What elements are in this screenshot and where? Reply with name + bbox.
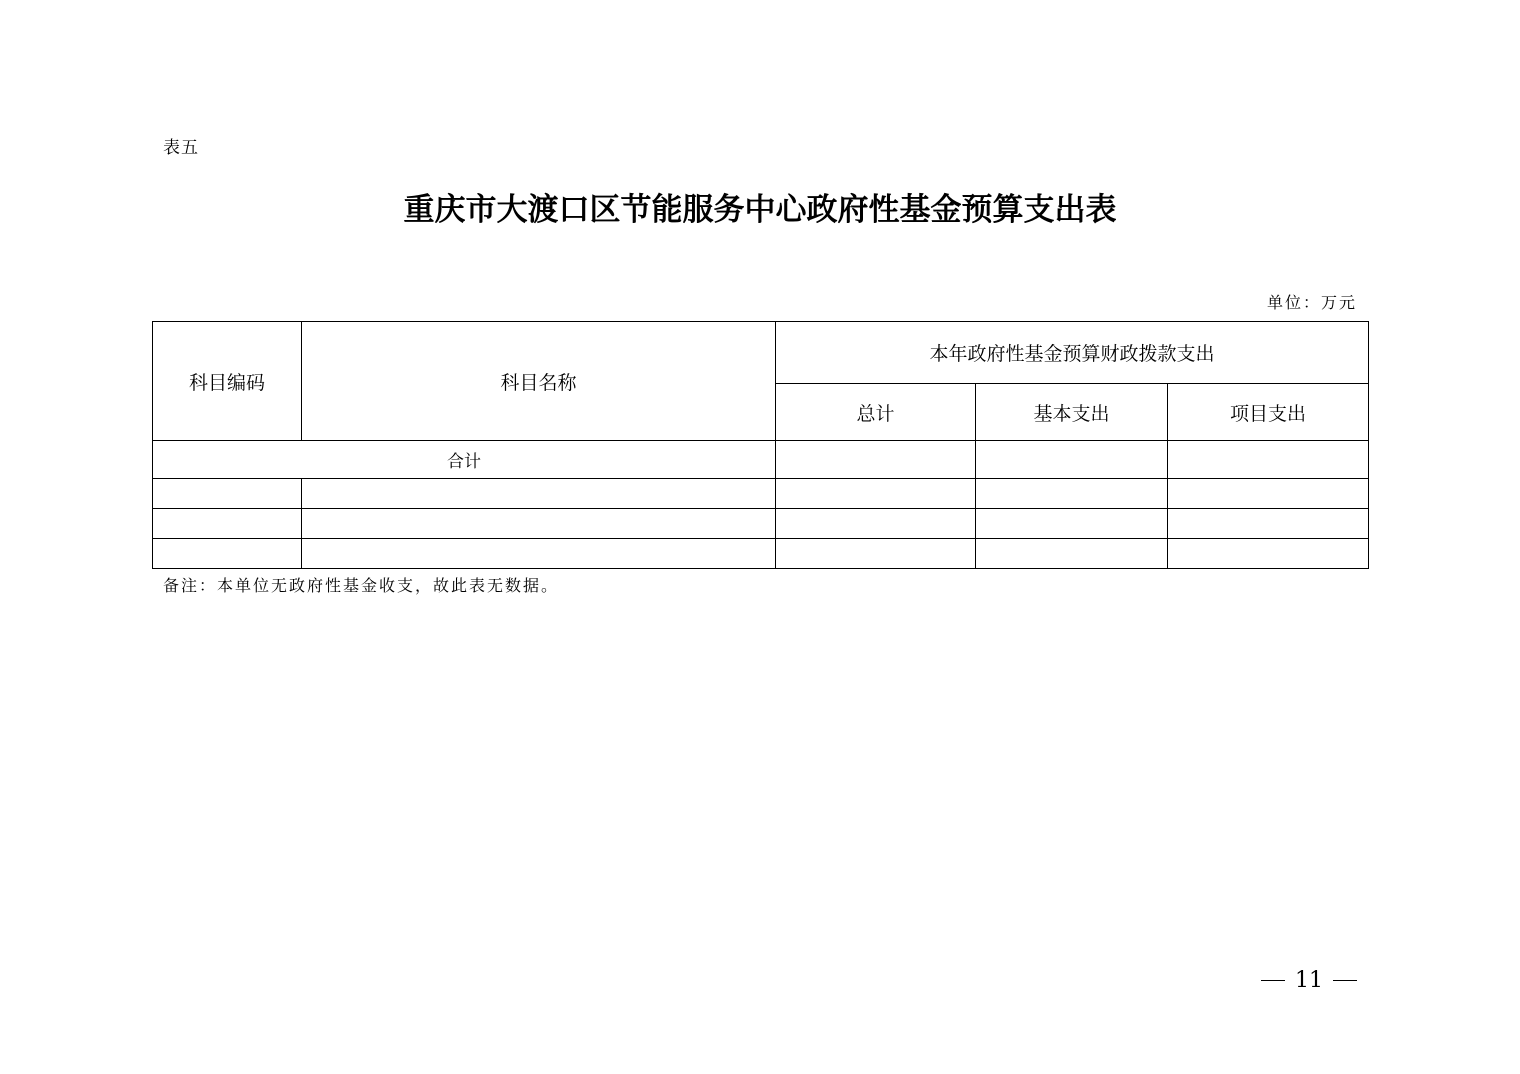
table-row: [153, 509, 1369, 539]
cell-total: [776, 539, 976, 569]
header-basic: 基本支出: [976, 384, 1168, 441]
header-name: 科目名称: [302, 322, 776, 441]
total-label: 合计: [153, 441, 776, 479]
header-row: [153, 322, 1369, 384]
table-row: [153, 479, 1369, 509]
page-number: [1261, 968, 1357, 993]
cell-name: [302, 509, 776, 539]
cell-total: [776, 509, 976, 539]
unit-label: 单位：万元: [1266, 293, 1357, 312]
header-group: 本年政府性基金预算财政拨款支出: [776, 322, 1369, 384]
total-cell-project: [1168, 441, 1369, 479]
cell-code: [153, 509, 302, 539]
cell-project: [1168, 539, 1369, 569]
header-code: 科目编码: [153, 322, 302, 441]
cell-basic: [976, 539, 1168, 569]
total-cell-total: [776, 441, 976, 479]
cell-name: [302, 539, 776, 569]
budget-table: [152, 321, 1369, 569]
dash-right: [1333, 980, 1357, 981]
cell-total: [776, 479, 976, 509]
cell-basic: [976, 509, 1168, 539]
dash-left: [1261, 980, 1285, 981]
table-row: [153, 539, 1369, 569]
page-number-value: 11: [1295, 968, 1323, 993]
cell-name: [302, 479, 776, 509]
cell-code: [153, 479, 302, 509]
table-note: 备注：本单位无政府性基金收支，故此表无数据。: [163, 576, 560, 595]
table-label: 表五: [163, 138, 199, 158]
document-title: 重庆市大渡口区节能服务中心政府性基金预算支出表: [403, 192, 1117, 228]
cell-project: [1168, 509, 1369, 539]
total-row: [153, 441, 1369, 479]
header-total: 总计: [776, 384, 976, 441]
cell-basic: [976, 479, 1168, 509]
cell-code: [153, 539, 302, 569]
cell-project: [1168, 479, 1369, 509]
total-cell-basic: [976, 441, 1168, 479]
header-project: 项目支出: [1168, 384, 1369, 441]
